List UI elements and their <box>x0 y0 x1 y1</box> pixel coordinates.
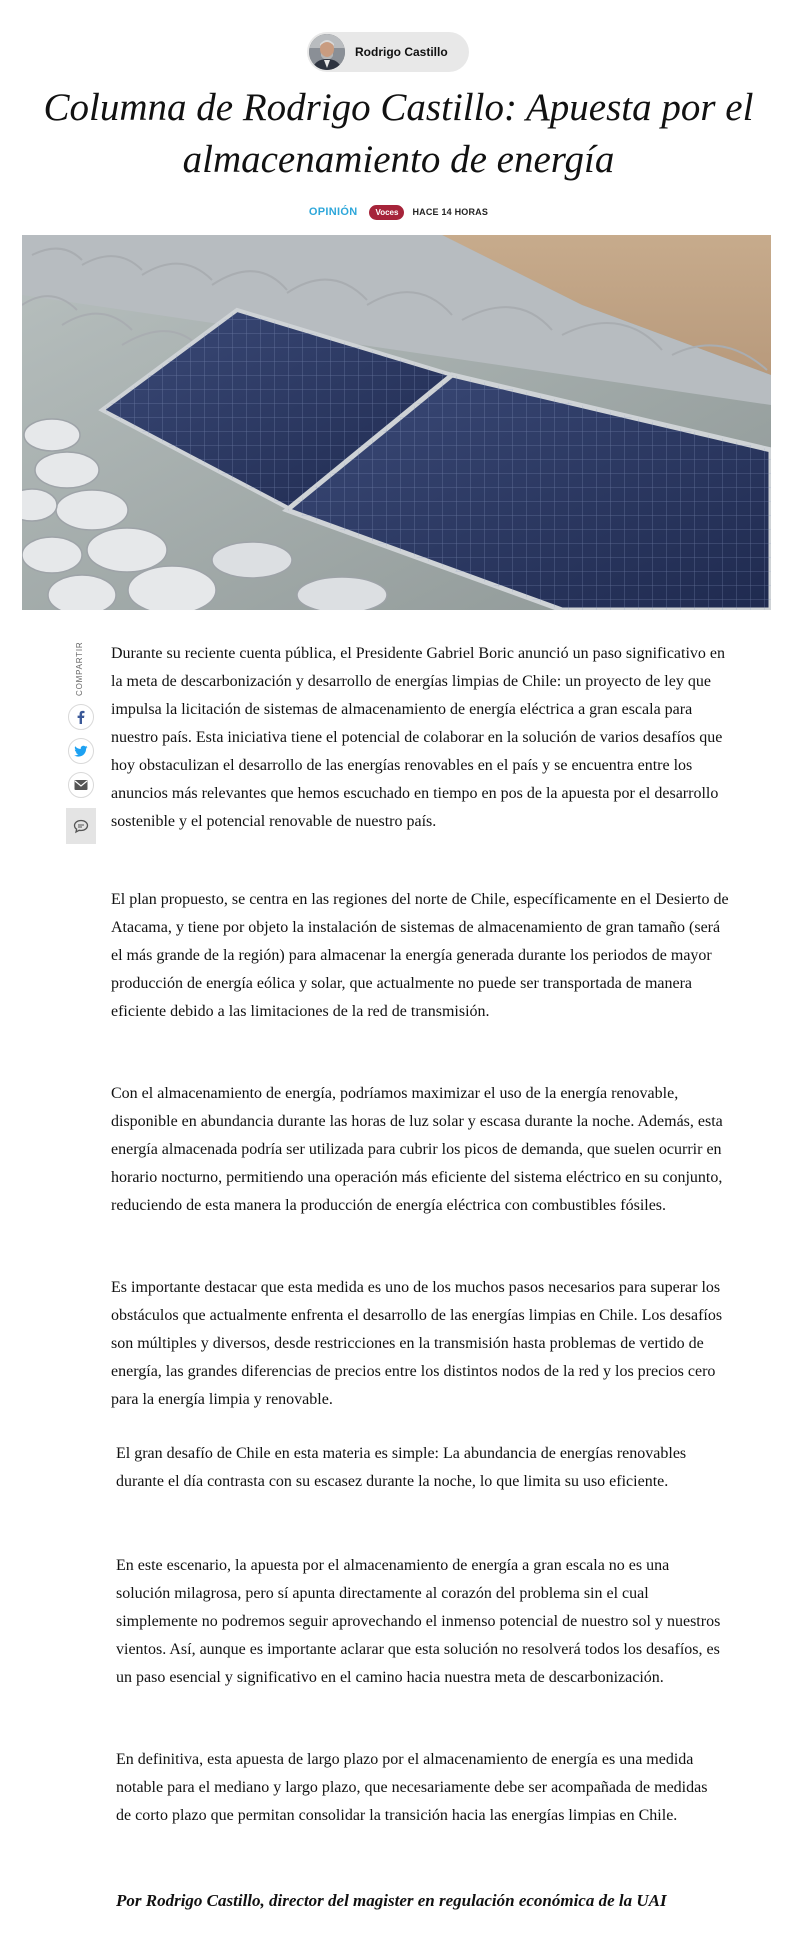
article-paragraph: Durante su reciente cuenta pública, el Presidente Gabriel Boric anunció un paso significativo en la meta de descarbonización y desarrollo de energías limpias de Chile: un proyecto de ley que impulsa la licitación de sistemas de almacenamiento de energía eléctrica a gran escala para nuestro país. Esta iniciativa tiene el potencial de colaborar en la solución de varios desafíos que hoy obstaculizan el desarrollo de las energías renovables en el país y se encuentra entre los anuncios más relevantes que hemos escuchado en tiempo en pos de la apuesta por el desarrollo sostenible y el potencial renovable de nuestro país. <box>111 645 726 830</box>
article-paragraph: El plan propuesto, se centra en las regiones del norte de Chile, específicamente en el Desierto de Atacama, y tiene por objeto la instalación de sistemas de almacenamiento de gran tamaño (será el más grande de la región) para almacenar la energía generada durante los periodos de mayor producción de energía eólica y solar, que actualmente no puede ser transportada de manera eficiente debido a las limitaciones de la red de transmisión. <box>111 891 729 1020</box>
author-avatar <box>309 34 345 70</box>
facebook-share-button[interactable] <box>68 704 94 730</box>
article-meta <box>0 202 797 222</box>
twitter-share-button[interactable] <box>68 738 94 764</box>
email-icon <box>74 779 88 791</box>
hero-image <box>22 235 771 610</box>
facebook-icon <box>74 710 88 724</box>
voces-badge[interactable]: Voces <box>369 205 404 220</box>
author-name[interactable]: Rodrigo Castillo <box>355 45 448 59</box>
article-headline: Columna de Rodrigo Castillo: Apuesta por el almacenamiento de energía <box>43 86 754 181</box>
publish-time: HACE 14 HORAS <box>412 207 489 217</box>
article-paragraph: El gran desafío de Chile en esta materia es simple: La abundancia de energías renovables durante el día contrasta con su escasez durante la noche, lo que limita su uso eficiente. <box>116 1445 687 1490</box>
article-paragraph: Con el almacenamiento de energía, podríamos maximizar el uso de la energía renovable, disponible en abundancia durante las horas de luz solar y escasa durante la noche. Además, esta energía almacenada podría ser utilizada para cubrir los picos de demanda, que suelen ocurrir en horario nocturno, permitiendo una operación más eficiente del sistema eléctrico en su conjunto, reduciendo de esta manera la producción de energía eléctrica con combustibles fósiles. <box>111 1085 723 1214</box>
twitter-icon <box>74 744 88 758</box>
share-label: COMPARTIR <box>75 641 84 696</box>
article-paragraph: En definitiva, esta apuesta de largo plazo por el almacenamiento de energía es una medida notable para el mediano y largo plazo, que necesariamente debe ser acompañada de medidas de corto plazo que permitan consolidar la transición hacia las energías limpias en Chile. <box>116 1751 708 1824</box>
article-paragraph: En este escenario, la apuesta por el almacenamiento de energía a gran escala no es una solución milagrosa, pero sí apunta directamente al corazón del problema sin el cual simplemente no podremos seguir aprovechando el inmenso potencial de nuestro sol y nuestros vientos. Así, aunque es importante aclarar que esta solución no resolverá todos los desafíos, es un paso esencial y significativo en el camino hacia nuestra meta de descarbonización. <box>116 1557 721 1686</box>
comments-button[interactable] <box>66 808 96 844</box>
section-link[interactable]: OPINIÓN <box>308 206 358 218</box>
solar-panels-illustration <box>22 235 771 610</box>
author-byline: Por Rodrigo Castillo, director del magister en regulación económica de la UAI <box>116 1891 667 1910</box>
article-paragraph: Es importante destacar que esta medida es uno de los muchos pasos necesarios para superar los obstáculos que actualmente enfrenta el desarrollo de las energías limpias en Chile. Los desafíos son múltiples y diversos, desde restricciones en la transmisión hasta problemas de vertido de energía, las grandes diferencias de precios entre los distintos nodos de la red y los precios cero para la energía limpia y renovable. <box>111 1279 723 1408</box>
comment-icon <box>73 819 89 834</box>
author-chip[interactable] <box>307 32 469 72</box>
email-share-button[interactable] <box>68 772 94 798</box>
